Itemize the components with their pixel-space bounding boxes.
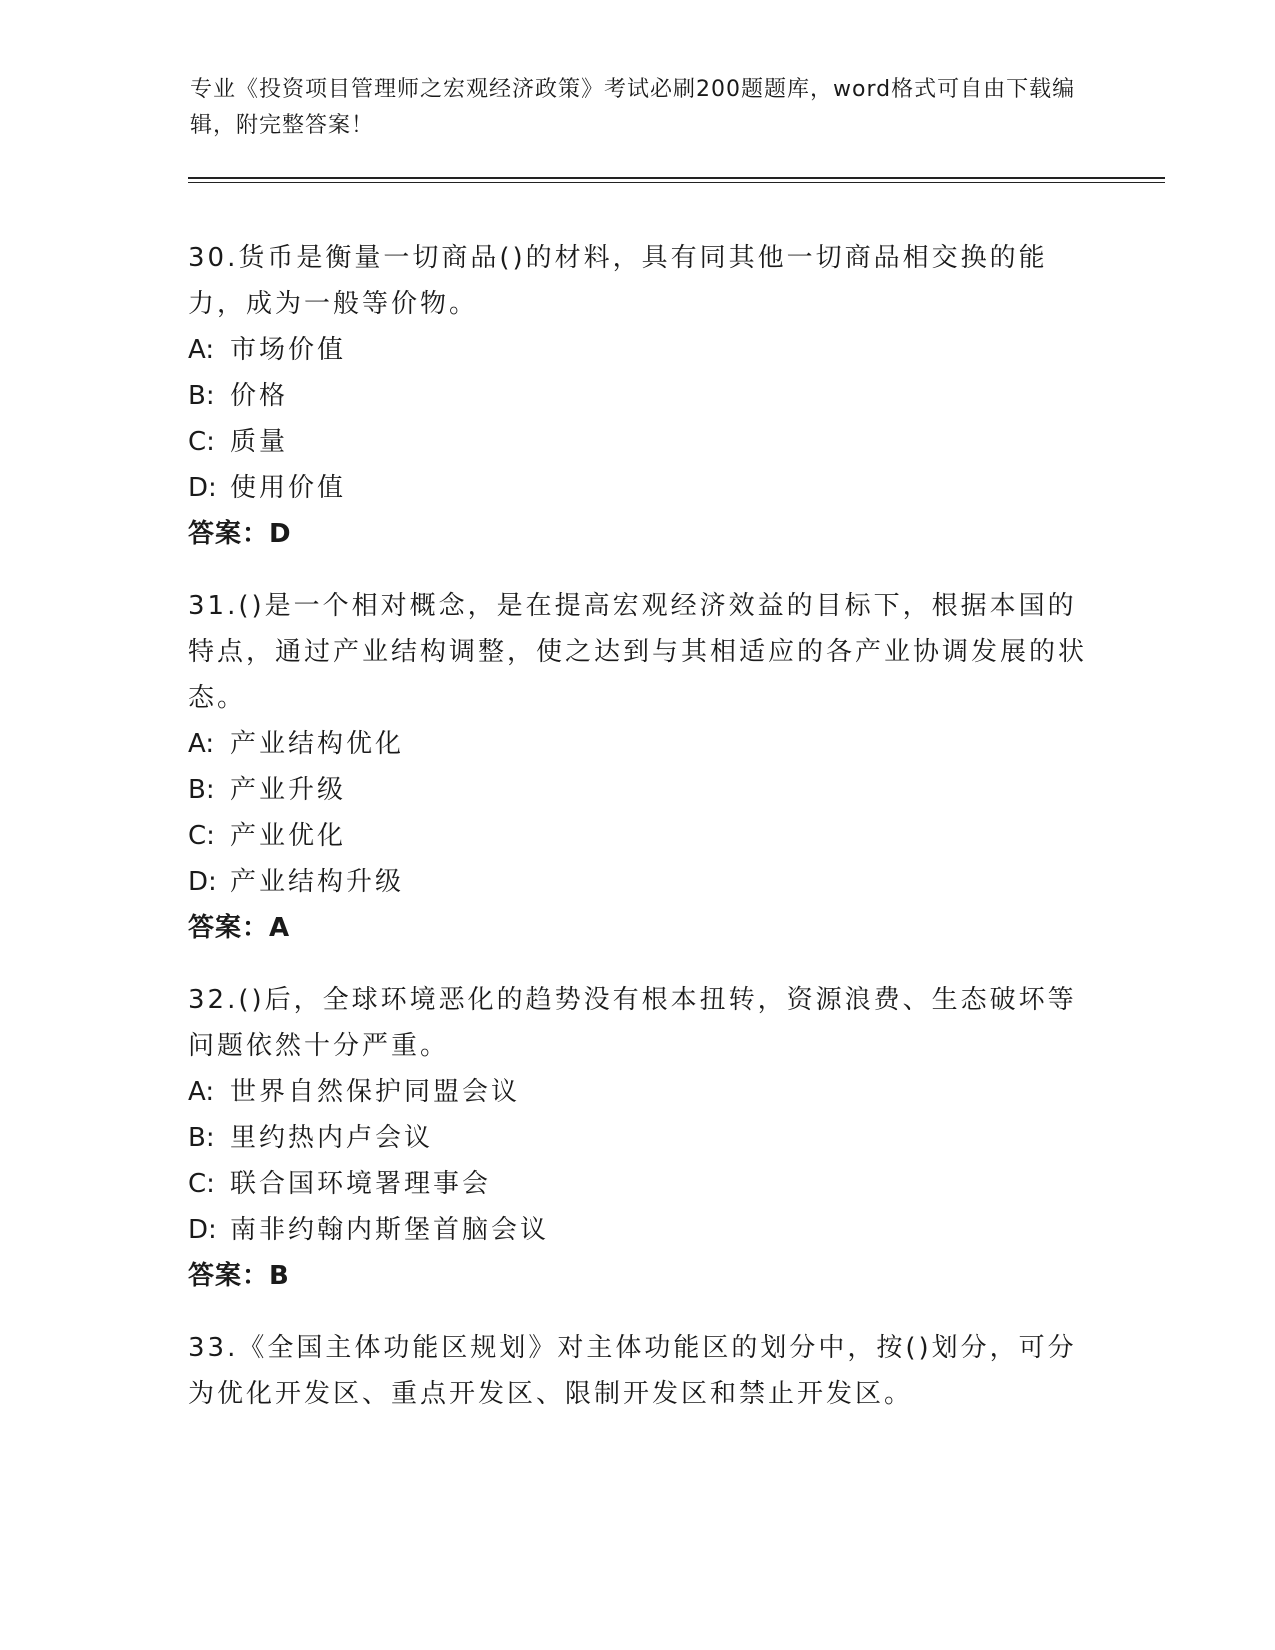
option-key: D: [188, 473, 217, 503]
question-stem: 33.《全国主体功能区规划》对主体功能区的划分中，按()划分，可分为优化开发区、重点开发区、限制开发区和禁止开发区。 [188, 1333, 1077, 1409]
option-key: B: [188, 381, 215, 411]
option-key: C: [188, 821, 215, 851]
question-32 [188, 977, 1088, 1299]
header-divider [188, 177, 1165, 179]
question-stem: 32.()后，全球环境恶化的趋势没有根本扭转，资源浪费、生态破坏等问题依然十分严重。 [188, 985, 1077, 1061]
option-text: 联合国环境署理事会 [230, 1169, 492, 1199]
option-text: 产业升级 [230, 775, 347, 805]
option-b [188, 767, 1088, 813]
option-text: 使用价值 [230, 473, 347, 503]
question-list [188, 235, 1088, 1443]
option-c [188, 419, 1088, 465]
question-stem: 31.()是一个相对概念，是在提高宏观经济效益的目标下，根据本国的特点，通过产业结构调整，使之达到与其相适应的各产业协调发展的状态。 [188, 591, 1088, 713]
option-key: D: [188, 1215, 217, 1245]
option-text: 世界自然保护同盟会议 [230, 1077, 521, 1107]
option-a [188, 1069, 1088, 1115]
option-key: A: [188, 1077, 215, 1107]
question-stem: 30.货币是衡量一切商品()的材料，具有同其他一切商品相交换的能力，成为一般等价物。 [188, 243, 1048, 319]
option-c [188, 813, 1088, 859]
option-key: A: [188, 335, 215, 365]
option-text: 产业结构升级 [230, 867, 405, 897]
option-b [188, 1115, 1088, 1161]
option-d [188, 859, 1088, 905]
option-text: 里约热内卢会议 [230, 1123, 434, 1153]
option-text: 产业优化 [230, 821, 347, 851]
option-c [188, 1161, 1088, 1207]
option-text: 价格 [230, 381, 289, 411]
option-key: C: [188, 1169, 215, 1199]
answer-line: 答案：A [188, 913, 291, 943]
option-text: 产业结构优化 [230, 729, 405, 759]
option-d [188, 465, 1088, 511]
option-key: B: [188, 1123, 215, 1153]
answer-line: 答案：B [188, 1261, 290, 1291]
option-text: 市场价值 [230, 335, 347, 365]
option-key: C: [188, 427, 215, 457]
option-a [188, 327, 1088, 373]
question-33 [188, 1325, 1088, 1417]
option-a [188, 721, 1088, 767]
document-header: 专业《投资项目管理师之宏观经济政策》考试必刷200题题库，word格式可自由下载编辑，附完整答案！ [190, 77, 1076, 138]
question-30 [188, 235, 1088, 557]
option-b [188, 373, 1088, 419]
question-31 [188, 583, 1088, 951]
option-text: 质量 [230, 427, 289, 457]
option-key: A: [188, 729, 215, 759]
option-key: D: [188, 867, 217, 897]
option-text: 南非约翰内斯堡首脑会议 [230, 1215, 550, 1245]
option-d [188, 1207, 1088, 1253]
answer-line: 答案：D [188, 519, 292, 549]
option-key: B: [188, 775, 215, 805]
header-divider-thin [188, 182, 1165, 183]
